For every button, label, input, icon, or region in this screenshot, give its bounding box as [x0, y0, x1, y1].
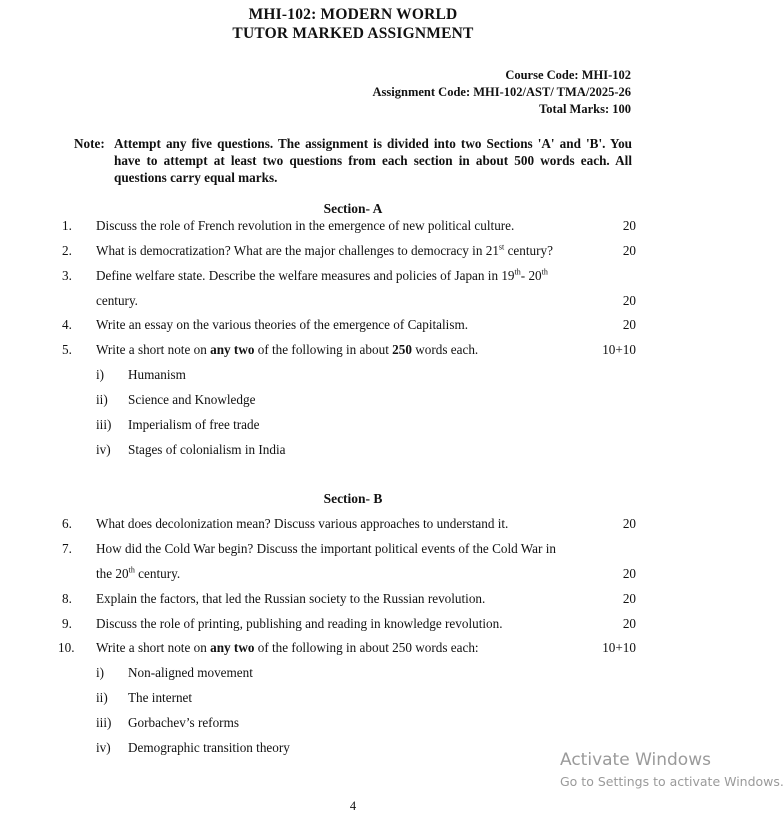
question-text-line2: the 20th century.	[96, 565, 181, 581]
assignment-code: Assignment Code: MHI-102/AST/ TMA/2025-26	[372, 85, 631, 99]
question-number: 1.	[62, 218, 72, 233]
question-text: Explain the factors, that led the Russian society to the Russian revolution.	[96, 591, 486, 606]
question-number: 6.	[62, 516, 72, 531]
sub-item-text: Imperialism of free trade	[128, 417, 260, 432]
document-title: MHI-102: MODERN WORLD	[248, 6, 458, 23]
section-a-heading: Section- A	[323, 201, 383, 216]
sub-item-text: Non-aligned movement	[128, 665, 253, 680]
sub-item-number: iii)	[96, 417, 112, 432]
question-marks: 10+10	[602, 640, 636, 655]
sub-item-number: ii)	[96, 690, 108, 705]
sub-item-number: i)	[96, 367, 105, 382]
page-number: 4	[349, 799, 357, 813]
question-text: Write a short note on any two of the following in about 250 words each:	[96, 640, 479, 655]
question-marks: 20	[622, 317, 636, 332]
question-marks: 20	[622, 218, 636, 233]
question-number: 8.	[62, 591, 72, 606]
sub-item-text: Demographic transition theory	[128, 740, 290, 755]
total-marks: Total Marks: 100	[539, 102, 631, 116]
question-text: Discuss the role of printing, publishing and reading in knowledge revolution.	[96, 616, 503, 631]
course-code: Course Code: MHI-102	[505, 68, 631, 82]
question-number: 7.	[62, 541, 72, 556]
sub-item-text: Stages of colonialism in India	[128, 442, 286, 457]
question-number: 4.	[62, 317, 72, 332]
question-text: Write an essay on the various theories of the emergence of Capitalism.	[96, 317, 469, 332]
question-number: 3.	[62, 268, 72, 283]
question-marks: 20	[622, 566, 636, 581]
sub-item-number: iv)	[96, 740, 111, 755]
note-text: Attempt any five questions. The assignment is divided into two Sections 'A' and 'B'. You have to attempt at least two questions from each section in about 500 words each. All questions carry equal marks.	[114, 136, 632, 185]
sub-item-text: Humanism	[128, 367, 186, 382]
question-text: What is democratization? What are the major challenges to democracy in 21st century?	[96, 242, 553, 258]
question-text-line2: century.	[96, 293, 138, 308]
sub-item-number: i)	[96, 665, 105, 680]
question-number: 9.	[62, 616, 72, 631]
question-marks: 10+10	[602, 342, 636, 357]
activate-windows-watermark: Activate Windows	[560, 750, 711, 770]
sub-item-text: Science and Knowledge	[128, 392, 256, 407]
question-marks: 20	[622, 243, 636, 258]
sub-item-number: ii)	[96, 392, 108, 407]
question-text: Define welfare state. Describe the welfare measures and policies of Japan in 19th- 20th	[96, 267, 548, 283]
question-text: Write a short note on any two of the following in about 250 words each.	[96, 342, 479, 357]
question-marks: 20	[622, 516, 636, 531]
question-text: Discuss the role of French revolution in the emergence of new political culture.	[96, 218, 515, 233]
instructions-note	[74, 135, 632, 186]
note-label: Note:	[74, 136, 105, 151]
question-number: 5.	[62, 342, 72, 357]
question-text: What does decolonization mean? Discuss various approaches to understand it.	[96, 516, 509, 531]
question-text: How did the Cold War begin? Discuss the important political events of the Cold War in	[96, 541, 556, 556]
question-number: 10.	[58, 640, 75, 655]
question-marks: 20	[622, 616, 636, 631]
sub-item-text: The internet	[128, 690, 193, 705]
sub-item-number: iii)	[96, 715, 112, 730]
question-marks: 20	[622, 591, 636, 606]
sub-item-text: Gorbachev’s reforms	[128, 715, 239, 730]
question-number: 2.	[62, 243, 72, 258]
sub-item-number: iv)	[96, 442, 111, 457]
section-b-heading: Section- B	[323, 491, 383, 506]
activate-windows-hint: Go to Settings to activate Windows.	[560, 774, 784, 789]
document-subtitle: TUTOR MARKED ASSIGNMENT	[232, 25, 474, 42]
question-marks: 20	[622, 293, 636, 308]
